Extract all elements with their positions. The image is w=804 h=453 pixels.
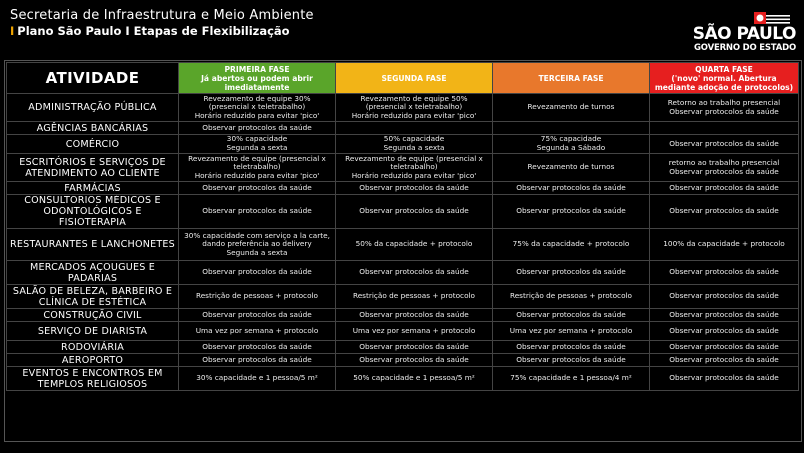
- activity-name: ESCRITÓRIOS E SERVIÇOS DE ATENDIMENTO AO CLIENTE: [7, 154, 179, 182]
- phase-4-cell: Observar protocolos da saúde: [650, 309, 799, 322]
- phase-4-cell: Observar protocolos da saúde: [650, 285, 799, 309]
- phase-2-cell: 50% capacidade Segunda a sexta: [336, 135, 493, 154]
- phase-2-cell: Observar protocolos da saúde: [336, 309, 493, 322]
- phase-2-cell: Restrição de pessoas + protocolo: [336, 285, 493, 309]
- phase-1-cell: Revezamento de equipe 30% (presencial x teletrabalho) Horário reduzido para evitar 'pico': [179, 94, 336, 122]
- phase-1-cell: Observar protocolos da saúde: [179, 182, 336, 195]
- activity-name: FARMÁCIAS: [7, 182, 179, 195]
- phase-4-cell: [650, 122, 799, 135]
- phase-4-cell: Observar protocolos da saúde: [650, 341, 799, 354]
- table-row: [7, 261, 799, 285]
- phase-1-subtitle: Já abertos ou podem abrir imediatamente: [201, 73, 313, 92]
- table-row: [7, 122, 799, 135]
- phase-4-cell: Retorno ao trabalho presencial Observar protocolos da saúde: [650, 94, 799, 122]
- header-bar: I: [10, 24, 15, 38]
- phase-4-cell: Observar protocolos da saúde: [650, 195, 799, 229]
- phase-1-cell: Observar protocolos da saúde: [179, 195, 336, 229]
- table-row: [7, 367, 799, 391]
- phase-3-cell: Observar protocolos da saúde: [493, 309, 650, 322]
- table-row: [7, 182, 799, 195]
- phase-3-cell: 75% da capacidade + protocolo: [493, 229, 650, 261]
- table-header-row: [7, 63, 799, 94]
- phase-2-header: [336, 63, 493, 94]
- activity-name: COMÉRCIO: [7, 135, 179, 154]
- table-row: [7, 195, 799, 229]
- phase-1-cell: Uma vez por semana + protocolo: [179, 322, 336, 341]
- phase-1-title: PRIMEIRA FASE: [224, 64, 290, 74]
- phase-2-cell: Observar protocolos da saúde: [336, 261, 493, 285]
- phase-4-subtitle: ('novo' normal. Abertura mediante adoção de protocolos): [654, 73, 794, 92]
- phase-1-cell: Observar protocolos da saúde: [179, 341, 336, 354]
- table-row: [7, 154, 799, 182]
- phase-4-cell: Observar protocolos da saúde: [650, 182, 799, 195]
- phase-3-cell: Observar protocolos da saúde: [493, 195, 650, 229]
- phase-2-cell: 50% capacidade e 1 pessoa/5 m²: [336, 367, 493, 391]
- phase-3-header: [493, 63, 650, 94]
- phase-3-cell: Observar protocolos da saúde: [493, 341, 650, 354]
- table-row: [7, 94, 799, 122]
- phase-3-cell: Observar protocolos da saúde: [493, 354, 650, 367]
- activity-column-header: ATIVIDADE: [7, 63, 179, 94]
- table-row: [7, 229, 799, 261]
- phase-4-cell: Observar protocolos da saúde: [650, 322, 799, 341]
- activity-name: CONSTRUÇÃO CIVIL: [7, 309, 179, 322]
- phase-1-cell: Restrição de pessoas + protocolo: [179, 285, 336, 309]
- phase-1-header: [179, 63, 336, 94]
- table-row: [7, 354, 799, 367]
- phase-1-cell: Revezamento de equipe (presencial x teletrabalho) Horário reduzido para evitar 'pico': [179, 154, 336, 182]
- phase-2-cell: Revezamento de equipe 50% (presencial x teletrabalho) Horário reduzido para evitar 'pico': [336, 94, 493, 122]
- activity-name: RESTAURANTES E LANCHONETES: [7, 229, 179, 261]
- phase-2-cell: [336, 122, 493, 135]
- phase-1-cell: Observar protocolos da saúde: [179, 122, 336, 135]
- phase-3-cell: Observar protocolos da saúde: [493, 182, 650, 195]
- phases-table: [6, 62, 799, 391]
- phase-4-cell: Observar protocolos da saúde: [650, 354, 799, 367]
- phase-3-cell: 75% capacidade Segunda a Sábado: [493, 135, 650, 154]
- phase-1-cell: Observar protocolos da saúde: [179, 354, 336, 367]
- table-row: [7, 322, 799, 341]
- phase-1-cell: 30% capacidade com serviço a la carte, dando preferência ao delivery Segunda a sexta: [179, 229, 336, 261]
- phase-3-cell: Revezamento de turnos: [493, 154, 650, 182]
- phase-1-cell: Observar protocolos da saúde: [179, 261, 336, 285]
- phase-1-cell: 30% capacidade Segunda a sexta: [179, 135, 336, 154]
- phase-3-cell: Restrição de pessoas + protocolo: [493, 285, 650, 309]
- activity-name: AGÊNCIAS BANCÁRIAS: [7, 122, 179, 135]
- sao-paulo-logo: [678, 12, 796, 60]
- phase-2-cell: Revezamento de equipe (presencial x teletrabalho) Horário reduzido para evitar 'pico': [336, 154, 493, 182]
- phase-3-title: TERCEIRA FASE: [538, 73, 604, 83]
- phase-3-cell: 75% capacidade e 1 pessoa/4 m²: [493, 367, 650, 391]
- phase-4-cell: 100% da capacidade + protocolo: [650, 229, 799, 261]
- activity-name: EVENTOS E ENCONTROS EM TEMPLOS RELIGIOSOS: [7, 367, 179, 391]
- phase-1-cell: 30% capacidade e 1 pessoa/5 m²: [179, 367, 336, 391]
- activity-name: CONSULTÓRIOS MÉDICOS E ODONTOLÓGICOS E FISIOTERAPIA: [7, 195, 179, 229]
- phase-3-cell: Revezamento de turnos: [493, 94, 650, 122]
- header-subtitle-text: Plano São Paulo I Etapas de Flexibilização: [17, 24, 290, 38]
- activity-name: SALÃO DE BELEZA, BARBEIRO E CLÍNICA DE ESTÉTICA: [7, 285, 179, 309]
- phase-4-cell: Observar protocolos da saúde: [650, 135, 799, 154]
- phase-2-title: SEGUNDA FASE: [381, 73, 447, 83]
- phase-4-header: [650, 63, 799, 94]
- phase-4-title: QUARTA FASE: [695, 64, 753, 74]
- phase-2-cell: Observar protocolos da saúde: [336, 182, 493, 195]
- phase-2-cell: Uma vez por semana + protocolo: [336, 322, 493, 341]
- header-title: Secretaria de Infraestrutura e Meio Ambiente: [10, 8, 314, 23]
- table-row: [7, 135, 799, 154]
- logo-title: SÃO PAULO: [692, 24, 796, 44]
- activity-name: ADMINISTRAÇÃO PÚBLICA: [7, 94, 179, 122]
- phase-4-cell: Observar protocolos da saúde: [650, 367, 799, 391]
- table-row: [7, 341, 799, 354]
- header-subtitle: [10, 24, 290, 38]
- phase-2-cell: Observar protocolos da saúde: [336, 195, 493, 229]
- table-row: [7, 309, 799, 322]
- phase-4-cell: retorno ao trabalho presencial Observar protocolos da saúde: [650, 154, 799, 182]
- phase-2-cell: 50% da capacidade + protocolo: [336, 229, 493, 261]
- activity-name: MERCADOS AÇOUGUES E PADARIAS: [7, 261, 179, 285]
- phase-3-cell: Observar protocolos da saúde: [493, 261, 650, 285]
- activity-name: RODOVIÁRIA: [7, 341, 179, 354]
- phase-3-cell: [493, 122, 650, 135]
- phase-2-cell: Observar protocolos da saúde: [336, 341, 493, 354]
- activity-name: SERVIÇO DE DIARISTA: [7, 322, 179, 341]
- activity-name: AEROPORTO: [7, 354, 179, 367]
- logo-subtitle: GOVERNO DO ESTADO: [694, 43, 796, 53]
- table-row: [7, 285, 799, 309]
- phase-4-cell: Observar protocolos da saúde: [650, 261, 799, 285]
- phase-3-cell: Uma vez por semana + protocolo: [493, 322, 650, 341]
- phase-2-cell: Observar protocolos da saúde: [336, 354, 493, 367]
- phase-1-cell: Observar protocolos da saúde: [179, 309, 336, 322]
